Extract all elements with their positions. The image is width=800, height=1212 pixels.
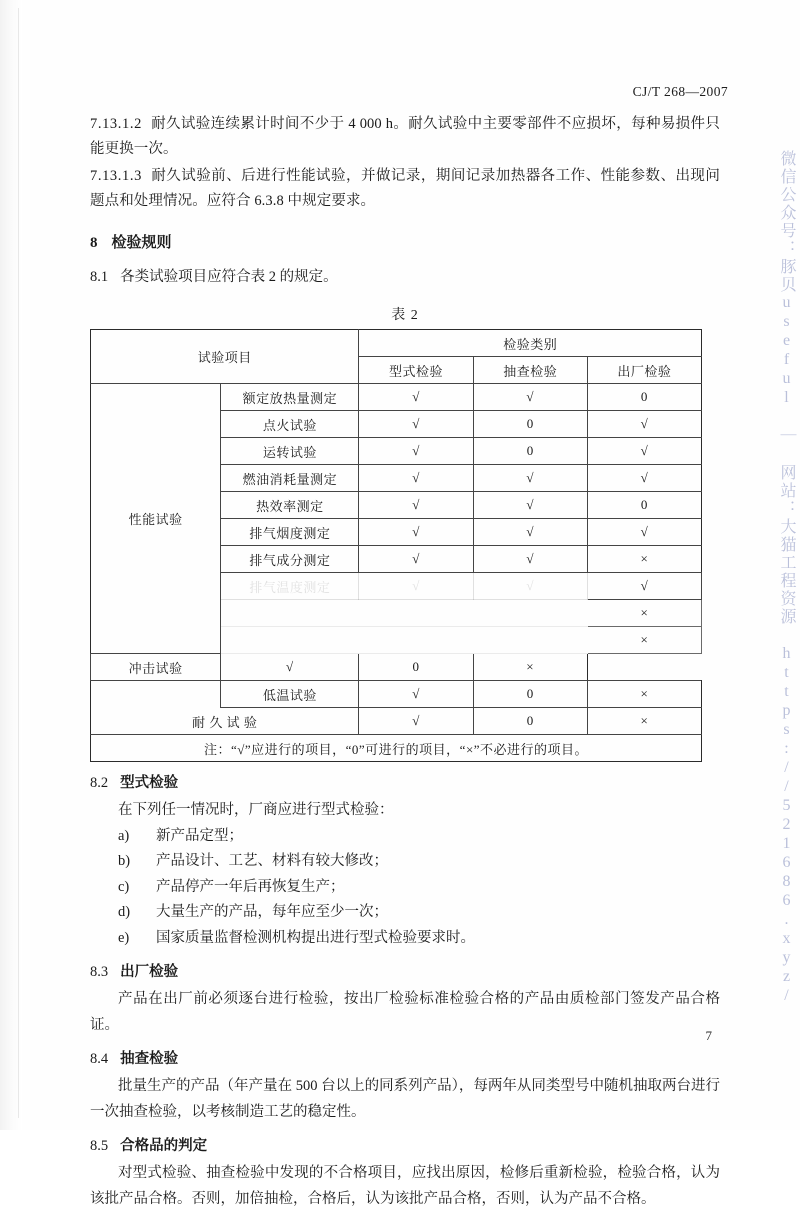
row-mark-sampling: 0 [473,411,587,438]
clause-number: 8.2 [90,775,109,791]
row-item: 额定放热量测定 [221,384,359,411]
header-test-item: 试验项目 [91,330,359,384]
clause-8-2-lead: 在下列任一情况时，厂商应进行型式检验： [118,802,394,818]
clause-title: 合格品的判定 [120,1138,208,1154]
row-mark-type: √ [359,465,473,492]
row-mark-sampling: √ [473,492,587,519]
row-item: 耐 久 试 验 [91,708,359,735]
clause-title: 型式检验 [120,775,179,791]
row-mark-factory: × [587,546,701,573]
inspection-rules-table [90,329,702,762]
group-spacer [91,681,221,708]
list-item-text: 产品停产一年后再恢复生产； [156,878,345,895]
header-sampling-inspection: 抽查检验 [473,357,587,384]
row-mark-sampling: √ [473,573,587,600]
row-mark-factory: × [587,627,701,654]
clause-number: 8.4 [90,1051,109,1067]
row-mark-sampling: 0 [473,708,587,735]
row-mark-factory: × [587,708,701,735]
table-row [91,384,702,411]
row-mark-type [359,600,473,627]
clause-heading-8-5 [90,1134,720,1159]
row-mark-factory: √ [587,519,701,546]
row-mark-sampling: √ [473,546,587,573]
document-body [90,112,720,1212]
row-item: 燃油消耗量测定 [221,465,359,492]
table-note-row [91,735,702,762]
clause-number: 8.3 [90,964,109,980]
row-mark-sampling: 0 [359,654,473,681]
row-item: 冲击试验 [91,654,221,681]
row-mark-sampling: 0 [473,438,587,465]
row-mark-sampling: √ [473,519,587,546]
clause-text: 耐久试验连续累计时间不少于 4 000 h。耐久试验中主要零部件不应损坏，每种易损件只能更换一次。 [90,116,720,157]
row-mark-type: √ [221,654,359,681]
row-mark-sampling: 0 [473,681,587,708]
clause-number: 8.5 [90,1138,109,1154]
row-item [221,627,359,654]
row-item: 运转试验 [221,438,359,465]
table-row-durability [91,708,702,735]
list-item [90,900,720,926]
row-mark-type: √ [359,492,473,519]
list-item [90,875,720,901]
header-inspection-category: 检验类别 [359,330,702,357]
clause-7-13-1-3 [90,164,720,214]
list-item-label: e) [118,929,130,946]
group-label-performance-test: 性能试验 [91,384,221,654]
row-mark-type: √ [359,519,473,546]
type-inspection-conditions-list [90,824,720,952]
header-type-inspection: 型式检验 [359,357,473,384]
clause-number: 7.13.1.3 [90,168,142,184]
row-mark-type: √ [359,411,473,438]
clause-number: 8.1 [90,269,109,285]
list-item-label: d) [118,904,131,920]
section-title: 检验规则 [111,235,172,251]
clause-title: 出厂检验 [120,964,179,980]
list-item [90,926,720,952]
row-mark-factory: × [587,600,701,627]
row-mark-factory: √ [587,573,701,600]
row-mark-sampling: √ [473,465,587,492]
row-item: 排气烟度测定 [221,519,359,546]
row-mark-type: √ [359,384,473,411]
list-item-label: c) [118,878,130,895]
row-mark-factory: × [473,654,587,681]
table-row [91,681,702,708]
clause-heading-8-2 [90,771,720,796]
row-mark-type [359,627,473,654]
clause-heading-8-1 [90,265,720,290]
row-item: 排气温度测定 [221,573,359,600]
clause-8-4-body: 批量生产的产品（年产量在 500 台以上的同系列产品），每两年从同类型号中随机抽取两台进行一次抽查检验，以考核制造工艺的稳定性。 [90,1078,720,1120]
header-factory-inspection: 出厂检验 [587,357,701,384]
row-mark-type: √ [359,681,473,708]
list-item-label: a) [118,827,130,844]
table-caption: 表 2 [391,308,419,323]
clause-number: 7.13.1.2 [90,116,142,132]
row-mark-factory: × [587,681,701,708]
scan-artifact-line [18,8,19,1118]
clause-title: 抽查检验 [120,1051,179,1067]
row-mark-type: √ [359,708,473,735]
standard-code-header: CJ/T 268—2007 [632,84,728,99]
section-heading-8 [90,230,720,256]
row-mark-sampling: √ [473,384,587,411]
list-item-text: 国家质量监督检测机构提出进行型式检验要求时。 [156,929,475,946]
watermark-text: 微信公众号：豚贝useful ｜ 网站：大猫工程资源 https://521686.xyz/ [778,150,795,1006]
row-item [221,600,359,627]
row-mark-type: √ [359,438,473,465]
table-header-row-1 [91,330,702,357]
list-item-label: b) [118,853,131,869]
list-item [90,849,720,875]
list-item-text: 产品设计、工艺、材料有较大修改； [156,853,388,869]
row-mark-sampling [473,600,587,627]
row-item: 点火试验 [221,411,359,438]
clause-heading-8-4 [90,1047,720,1072]
row-mark-factory: √ [587,465,701,492]
row-item: 排气成分测定 [221,546,359,573]
scan-edge-shadow [0,0,22,1130]
row-mark-type: √ [359,573,473,600]
clause-text: 各类试验项目应符合表 2 的规定。 [120,269,338,285]
list-item [90,824,720,850]
section-number: 8 [90,235,98,251]
row-item: 热效率测定 [221,492,359,519]
clause-text: 耐久试验前、后进行性能试验，并做记录，期间记录加热器各工作、性能参数、出现问题点和处理情况。应符合 6.3.8 中规定要求。 [90,168,720,209]
table-row [91,654,702,681]
clause-8-3-body: 产品在出厂前必须逐台进行检验，按出厂检验标准检验合格的产品由质检部门签发产品合格证。 [90,991,720,1033]
row-mark-factory: √ [587,438,701,465]
row-mark-type: √ [359,546,473,573]
row-mark-factory: 0 [587,492,701,519]
row-mark-sampling [473,627,587,654]
table-note: 注：“√”应进行的项目，“0”可进行的项目，“×”不必进行的项目。 [91,735,702,762]
list-item-text: 大量生产的产品，每年应至少一次； [156,904,388,920]
row-mark-factory: √ [587,411,701,438]
row-mark-factory: 0 [587,384,701,411]
clause-7-13-1-2 [90,112,720,162]
row-item: 低温试验 [221,681,359,708]
page-number: 7 [705,1028,712,1043]
list-item-text: 新产品定型； [156,827,243,844]
clause-8-5-body: 对型式检验、抽查检验中发现的不合格项目，应找出原因，检修后重新检验，检验合格，认为该批产品合格。否则，加倍抽检，合格后，认为该批产品合格，否则，认为产品不合格。 [90,1165,720,1207]
clause-heading-8-3 [90,960,720,985]
